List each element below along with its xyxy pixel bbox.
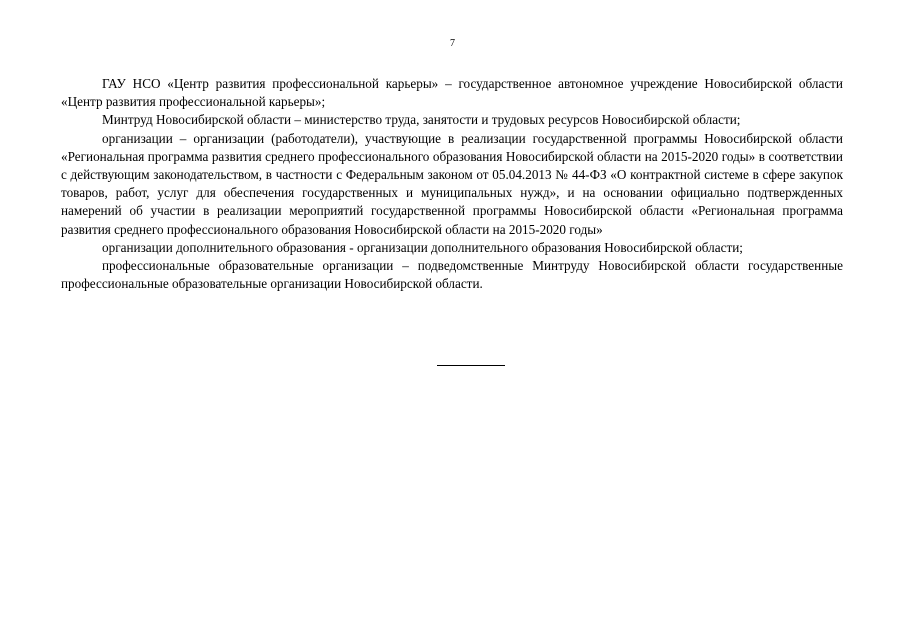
definition-gau-nso: ГАУ НСО «Центр развития профессиональной карьеры» – государственное автономное учреждение Новосибирской области «Центр развития профессиональной карьеры»; — [61, 76, 843, 110]
definition-mintrud: Минтруд Новосибирской области – министерство труда, занятости и трудовых ресурсов Новосибирской области; — [102, 112, 741, 128]
definition-additional-education: организации дополнительного образования - организации дополнительного образования Новосибирской области; — [102, 239, 743, 255]
end-of-section-rule — [437, 365, 505, 366]
definitions-list — [61, 75, 843, 293]
page-number: 7 — [450, 38, 455, 49]
definition-organizations: организации – организации (работодатели), участвующие в реализации государственной программы Новосибирской области «Региональная программа развития среднего профессионального образования Новосибирской области на 2015-2020 годы» в соответствии с действующим законодательством, в частности с Федеральным законом от 05.04.2013 № 44-ФЗ «О контрактной системе в сфере закупок товаров, работ, услуг для обеспечения государственных и муниципальных нужд», и на основании официально подтвержденных намерений об участии в реализации мероприятий государственной программы Новосибирской области «Региональная программа развития среднего профессионального образования Новосибирской области на 2015-2020 годы» — [61, 130, 843, 237]
definition-professional-organizations: профессиональные образовательные организации – подведомственные Минтруду Новосибирской области государственные профессиональные образовательные организации Новосибирской области. — [61, 258, 843, 292]
